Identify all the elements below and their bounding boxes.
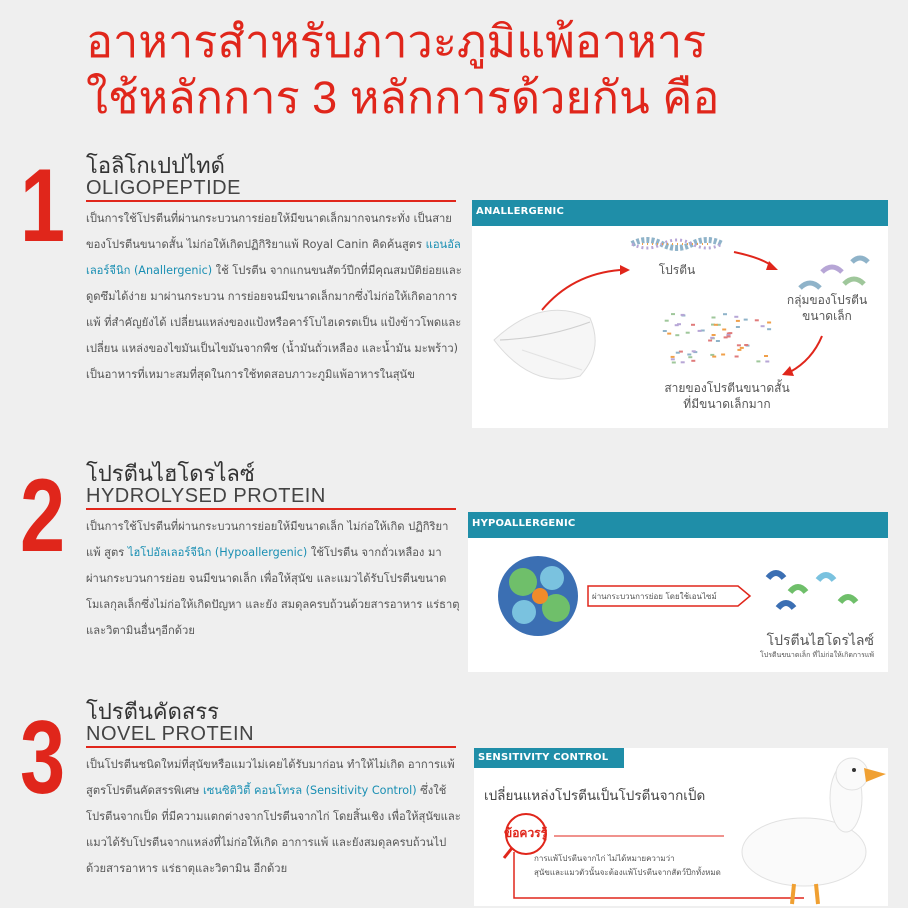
protein-strand-icon: [632, 240, 722, 248]
protein-fragment: [692, 350, 696, 352]
section-divider: [86, 200, 456, 202]
protein-fragment: [686, 332, 690, 334]
protein-fragment: [675, 334, 679, 336]
protein-fragment: [710, 337, 714, 339]
protein-fragment: [734, 316, 738, 318]
sensitivity-control-panel: [474, 748, 888, 906]
protein-fragment: [737, 349, 741, 351]
protein-fragment: [736, 320, 740, 322]
note-text: การแพ้โปรตีนจากไก่ ไม่ได้หมายความว่า สุนัขและแมวตัวนั้นจะต้องแพ้โปรตีนจากสัตว์ปีกทั้งหมด: [534, 854, 721, 877]
page-title-line-2: ใช้หลักการ 3 หลักการด้วยกัน คือ: [86, 72, 720, 123]
panel-headline: เปลี่ยนแหล่งโปรตีนเป็นโปรตีนจากเป็ด: [484, 788, 706, 804]
body-highlight: เซนซิติวิตี้ คอนโทรล (Sensitivity Control): [202, 784, 417, 797]
protein-fragment: [712, 334, 716, 336]
section-heading-english: NOVEL PROTEIN: [86, 723, 255, 745]
protein-fragment: [688, 356, 692, 358]
protein-fragment: [712, 317, 716, 319]
soy-protein-molecule-icon: [498, 556, 578, 636]
body-text: เป็นการใช้โปรตีนที่ผ่านกระบวนการย่อยให้มีขนาดเล็ก ไม่ก่อให้เกิด ปฏิกิริยาแพ้ สูตร: [86, 520, 449, 559]
protein-fragment: [687, 354, 691, 356]
protein-fragment: [767, 328, 771, 330]
process-label: ผ่านกระบวนการย่อย โดยใช้เอนไซม์: [592, 592, 717, 601]
arrow-icon: [790, 336, 822, 372]
section-heading: [86, 462, 326, 506]
body-text: ซึ่งใช้โปรตีนจากเป็ด ที่มีความแตกต่างจากโปรตีนจากไก่ โดยสิ้นเชิง เพื่อให้สุนัขและแมวได้รับโปรตีนจากแหล่งที่ไม่ก่อให้เกิด อาการแพ้ และยังสมดุลครบถ้วนไปด้วยสารอาหาร แร่ธาตุและวิตามิน อีกด้วย: [86, 784, 461, 875]
protein-fragment: [727, 336, 731, 338]
protein-fragment: [723, 313, 727, 315]
protein-fragment: [728, 332, 732, 334]
arrow-icon: [542, 270, 620, 310]
protein-fragment: [721, 354, 725, 356]
protein-fragment: [667, 333, 671, 335]
protein-fragment: [698, 330, 702, 332]
body-text: เป็นโปรตีนชนิดใหม่ที่สุนัขหรือแมวไม่เคยได้รับมาก่อน ทำให้ไม่เกิด อาการแพ้ สูตรโปรตีนคัดสรรพิเศษ: [86, 758, 455, 797]
section-body: [86, 514, 462, 644]
section-divider: [86, 746, 456, 748]
page-title: [86, 14, 719, 126]
protein-fragment: [735, 356, 739, 358]
protein-fragment: [736, 326, 740, 328]
page-title-line-1: อาหารสำหรับภาวะภูมิแพ้อาหาร: [86, 16, 707, 67]
note-title: ข้อควรรู้: [504, 826, 548, 840]
protein-fragment: [676, 352, 680, 354]
protein-fragment: [681, 314, 685, 316]
section-number: 1: [20, 148, 66, 264]
section-number: 2: [20, 458, 66, 574]
protein-fragment: [708, 340, 712, 342]
short-protein-chains-icon: [663, 313, 771, 363]
protein-fragment: [665, 320, 669, 322]
protein-group-icon: [800, 258, 868, 288]
protein-fragment: [681, 361, 685, 363]
protein-fragment: [672, 362, 676, 364]
protein-fragment: [677, 323, 681, 325]
panel-label: SENSITIVITY CONTROL: [478, 752, 609, 763]
protein-fragment: [714, 324, 718, 326]
section-number: 3: [20, 700, 66, 816]
section-body: [86, 206, 462, 388]
panel-label: HYPOALLERGENIC: [472, 518, 576, 529]
panel-label: ANALLERGENIC: [476, 206, 564, 217]
protein-fragment: [722, 329, 726, 331]
section-divider: [86, 508, 456, 510]
section-heading-thai: โปรตีนคัดสรร: [86, 699, 219, 724]
label-short-chain: สายของโปรตีนขนาดสั้น ที่มีขนาดเล็กมาก: [664, 381, 790, 411]
protein-fragment: [663, 330, 667, 332]
protein-fragment: [756, 360, 760, 362]
duck-icon: [742, 758, 886, 904]
section-heading-thai: โปรตีนไฮโดรไลซ์: [86, 461, 255, 486]
section-body: [86, 752, 462, 882]
label-protein-group: กลุ่มของโปรตีน ขนาดเล็ก: [786, 293, 868, 323]
section-heading-thai: โอลิโกเปปไทด์: [86, 153, 225, 178]
result-label: โปรตีนไฮโดรไลซ์: [766, 633, 874, 649]
arrow-icon: [734, 252, 772, 266]
protein-fragment: [740, 347, 744, 349]
protein-fragment: [716, 340, 720, 342]
body-highlight: ไฮโปอัลเลอร์จีนิก (Hypoallergenic): [127, 546, 308, 559]
protein-fragment: [671, 358, 675, 360]
section-heading-english: HYDROLYSED PROTEIN: [86, 485, 326, 507]
body-text: ใช้ โปรตีน จากแกนขนสัตว์ปีกที่มีคุณสมบัติย่อยและดูดซึมได้ง่าย มาผ่านกระบวน การย่อยจนมีขนาดเล็กมากซึ่งไม่ก่อให้เกิดอาการแพ้ ที่สำคัญยังได้ เปลี่ยนแหล่งของแป้งหรือคาร์โบไฮเดรตเป็น แป้งข้าวโพดและเปลี่ยน แหล่งของไขมันเป็นไขมันจากพืช (น้ำมันถั่วเหลือง และน้ำมัน มะพร้าว) เป็นอาหารที่เหมาะสมที่สุดในการใช้ทดสอบภาวะภูมิแพ้อาหารในสุนัข: [86, 264, 462, 381]
protein-fragment: [671, 313, 675, 315]
protein-fragment: [744, 319, 748, 321]
protein-fragment: [761, 325, 765, 327]
section-heading: [86, 700, 254, 744]
section-heading-english: OLIGOPEPTIDE: [86, 177, 241, 199]
label-protein: โปรตีน: [658, 263, 696, 277]
hypoallergenic-panel: [468, 512, 888, 672]
protein-fragment: [744, 344, 748, 346]
body-text: ใช้โปรตีน จากถั่วเหลือง มาผ่านกระบวนการย่อย จนมีขนาดเล็ก เพื่อให้สุนัข และแมวได้รับโปรตีนขนาดโมเลกุลเล็กซึ่งไม่ก่อให้เกิดปัญหา และยัง สมดุลครบถ้วนด้วยสารอาหาร แร่ธาตุ และวิตามินอื่นๆอีกด้วย: [86, 546, 460, 637]
section-heading: [86, 154, 241, 198]
protein-fragment: [691, 360, 695, 362]
protein-fragment: [765, 361, 769, 363]
feather-icon: [494, 310, 595, 379]
protein-fragment: [712, 356, 716, 358]
protein-fragment: [671, 356, 675, 358]
body-text: เป็นการใช้โปรตีนที่ผ่านกระบวนการย่อยให้มีขนาดเล็กมากจนกระทั่ง เป็นสายของโปรตีนขนาดสั้น ไม่ก่อให้เกิดปฏิกิริยาแพ้ Royal Canin คิดค้นสูตร: [86, 212, 452, 251]
protein-fragment: [691, 324, 695, 326]
hydrolysed-fragments-icon: [768, 573, 856, 608]
protein-fragment: [737, 344, 741, 346]
result-sub-label: โปรตีนขนาดเล็ก ที่ไม่ก่อให้เกิดการแพ้: [760, 651, 874, 659]
protein-fragment: [764, 355, 768, 357]
body-highlight: แอนอัลเลอร์จีนิก (Anallergenic): [86, 238, 461, 277]
protein-fragment: [755, 319, 759, 321]
anallergenic-panel: [472, 200, 888, 428]
protein-fragment: [767, 322, 771, 324]
